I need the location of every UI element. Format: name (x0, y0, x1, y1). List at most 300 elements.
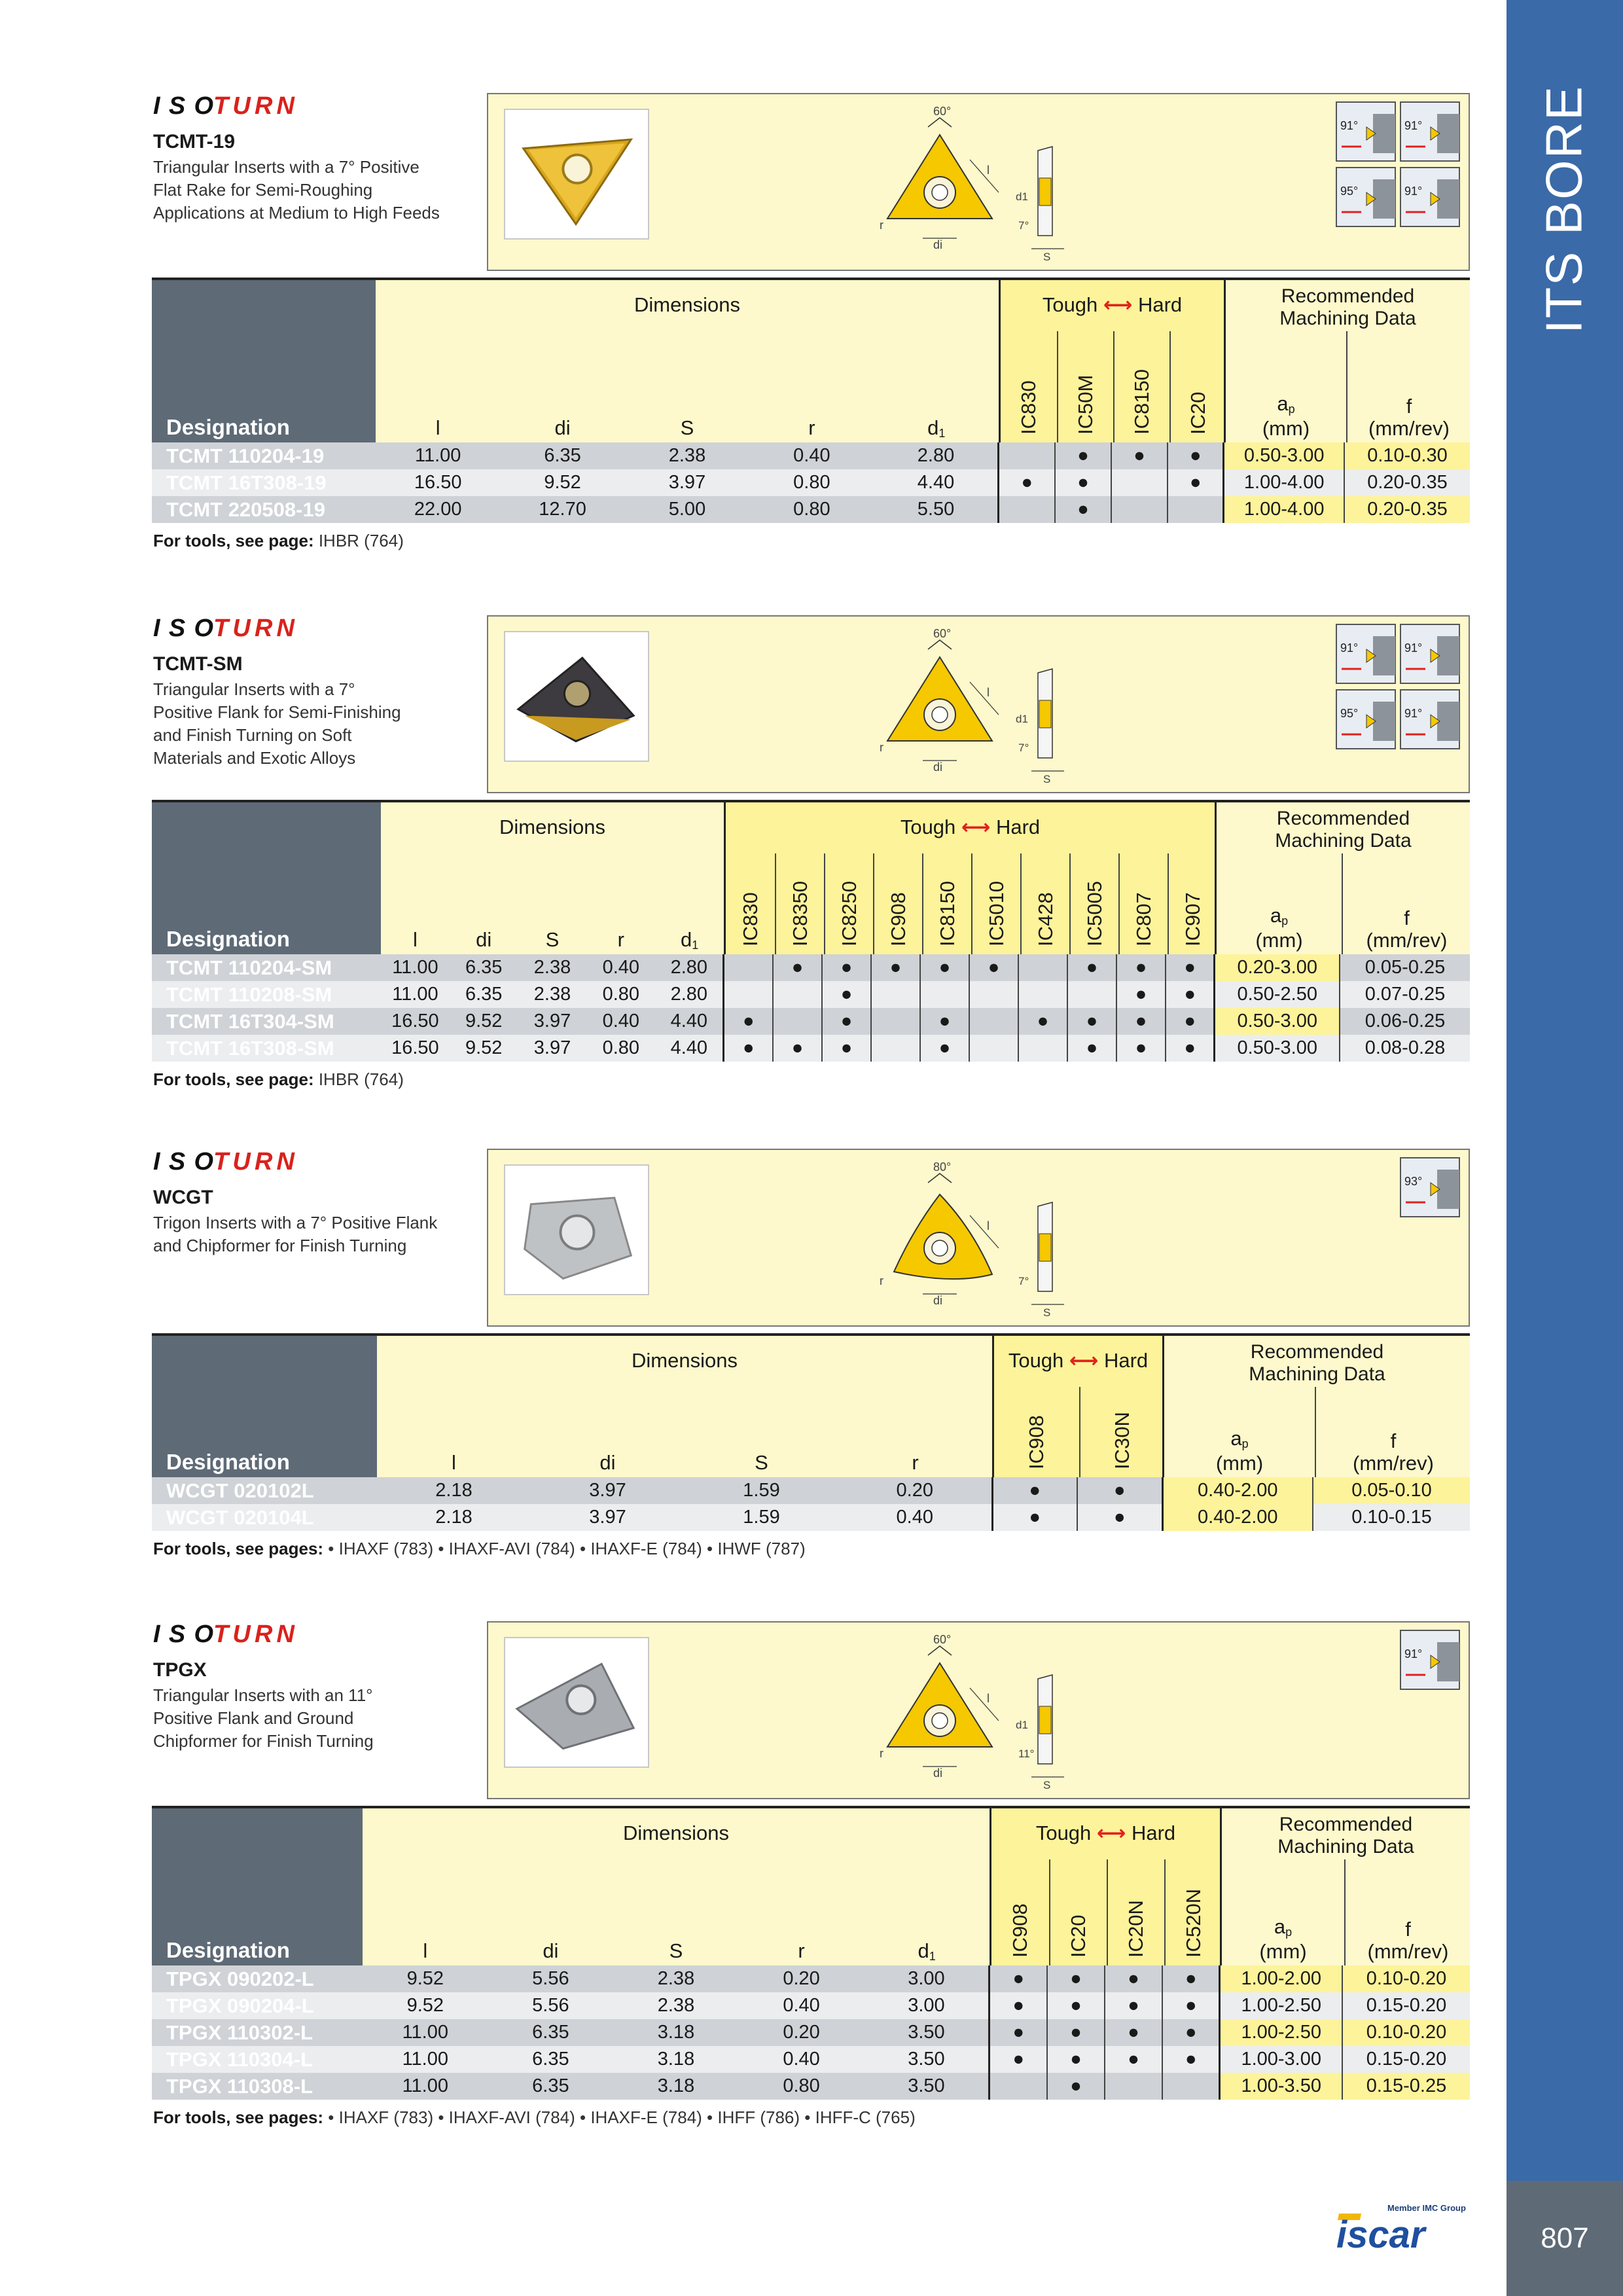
dimension-cell: 1.59 (685, 1477, 838, 1504)
f-cell: 0.05-0.10 (1313, 1477, 1470, 1504)
grade-availability-cell: ● (1105, 2019, 1162, 2046)
dimensions-header (376, 280, 999, 442)
grade-name: IC8150 (935, 881, 959, 946)
hard-label: Hard (1131, 1821, 1176, 1844)
tools-reference-label: For tools, see pages: (153, 1539, 324, 1558)
grade-availability-cell: ● (1105, 1992, 1162, 2019)
dimension-cell: 0.80 (749, 469, 874, 496)
dimension-cell: 0.20 (739, 2019, 865, 2046)
dimension-cell: 6.35 (450, 954, 518, 981)
svg-text:60°: 60° (933, 627, 952, 640)
designation-label: Designation (166, 1450, 290, 1474)
tough-hard-arrow: ⟷ (1097, 293, 1138, 316)
dimension-cell: 11.00 (363, 2019, 488, 2046)
dimension-cell: 16.50 (376, 469, 500, 496)
dimension-column-label: S (669, 1939, 683, 1962)
drawing-panel (487, 1149, 1470, 1327)
grade-name: IC907 (1181, 892, 1204, 946)
spec-table (152, 442, 1470, 523)
svg-text:TURN: TURN (213, 1149, 294, 1175)
svg-text:91°: 91° (1340, 119, 1359, 132)
grade-column-label (994, 1387, 1079, 1477)
grade-availability-cell: ● (1055, 496, 1111, 523)
dimension-cell: 3.50 (864, 2046, 990, 2073)
insert-photo (504, 1164, 649, 1295)
svg-text:91°: 91° (1404, 707, 1423, 720)
product-description (153, 1684, 480, 1753)
dimensions-label: Dimensions (499, 816, 605, 838)
grade-column-label (1168, 853, 1217, 954)
grade-availability-cell: ● (1166, 1035, 1215, 1062)
iscar-logo (1335, 2200, 1472, 2253)
grade-column-label (1169, 331, 1226, 442)
application-icons (1335, 623, 1462, 754)
tools-reference (153, 1069, 404, 1090)
dimension-cell: 0.80 (739, 2073, 865, 2100)
drawing-panel (487, 1621, 1470, 1799)
dimension-column-label: $d_1$ (680, 928, 699, 952)
table-row (152, 2073, 1470, 2100)
grade-column-label (1107, 1859, 1164, 1965)
designation-header (152, 1808, 363, 1965)
grade-availability-cell: ● (920, 1035, 969, 1062)
svg-text:di: di (933, 238, 943, 251)
tools-reference (153, 531, 404, 551)
f-cell: 0.10-0.20 (1342, 1965, 1470, 1992)
dimension-cell: 6.35 (450, 981, 518, 1008)
grade-column-label (775, 853, 824, 954)
isoturn-logo (153, 1621, 297, 1647)
dimension-cell: 9.52 (363, 1965, 488, 1992)
dimension-cell: 0.40 (838, 1504, 992, 1531)
description-line: Materials and Exotic Alloys (153, 748, 356, 768)
dimension-cell: 22.00 (376, 496, 500, 523)
grade-availability-cell: ● (773, 1035, 822, 1062)
insert-photo (504, 631, 649, 762)
designation-cell: TCMT 16T308-19 (152, 469, 376, 496)
grade-column-label (991, 1859, 1049, 1965)
designation-cell: TPGX 110302-L (152, 2019, 363, 2046)
grade-availability-cell (999, 442, 1055, 469)
section-title: ITS BORE (1535, 84, 1593, 334)
grade-name: IC908 (886, 892, 910, 946)
svg-text:l: l (987, 1219, 990, 1232)
dimensions-label: Dimensions (634, 293, 740, 316)
svg-text:di: di (933, 761, 943, 774)
insert-drawing (868, 1157, 1116, 1321)
grade-availability-cell: ● (1166, 954, 1215, 981)
grade-column-label (726, 853, 775, 954)
dimensions-header (377, 1336, 992, 1477)
grade-availability-cell: ● (1166, 1008, 1215, 1035)
product-name: TCMT-SM (153, 653, 243, 675)
grade-availability-cell: ● (1047, 2019, 1105, 2046)
designation-cell: TCMT 110204-SM (152, 954, 381, 981)
grade-column-label (1118, 853, 1168, 954)
svg-text:di: di (933, 1767, 943, 1780)
grade-availability-cell: ● (1105, 2046, 1162, 2073)
insert-drawing (868, 623, 1116, 788)
ap-cell: 0.50-3.00 (1215, 1035, 1340, 1062)
svg-text:91°: 91° (1404, 1647, 1423, 1660)
description-line: Positive Flank for Semi-Finishing (153, 702, 401, 722)
grade-name: IC50M (1074, 374, 1097, 435)
grade-availability-cell (1111, 469, 1168, 496)
product-section (152, 615, 1470, 1113)
ap-cell: 1.00-2.00 (1220, 1965, 1342, 1992)
grade-availability-cell (773, 1008, 822, 1035)
grade-name: IC30N (1111, 1412, 1133, 1469)
recommended-line: Recommended (1279, 1814, 1413, 1835)
grade-name: IC830 (1017, 380, 1040, 435)
tools-reference-pages: • IHAXF (783) • IHAXF-AVI (784) • IHAXF-E (784) • IHWF (787) (323, 1539, 806, 1558)
f-cell: 0.15-0.20 (1342, 2046, 1470, 2073)
dimension-cell: 3.18 (613, 2073, 739, 2100)
f-cell: 0.08-0.28 (1340, 1035, 1470, 1062)
dimension-cell: 0.80 (586, 1035, 655, 1062)
grade-name: IC830 (738, 892, 762, 946)
dimension-cell: 3.50 (864, 2019, 990, 2046)
designation-cell: TPGX 110304-L (152, 2046, 363, 2073)
application-icons (1335, 101, 1462, 232)
dimension-cell: 11.00 (381, 954, 450, 981)
product-description (153, 678, 480, 770)
grade-availability-cell: ● (1018, 1008, 1067, 1035)
grade-availability-cell: ● (999, 469, 1055, 496)
table-row (152, 1992, 1470, 2019)
dimension-cell: 2.80 (655, 954, 724, 981)
grade-availability-cell: ● (1162, 2046, 1220, 2073)
table-row (152, 2046, 1470, 2073)
dimension-cell: 3.97 (531, 1477, 685, 1504)
grade-availability-cell: ● (1067, 954, 1116, 981)
dimension-cell: 0.40 (749, 442, 874, 469)
grade-availability-cell: ● (969, 954, 1018, 981)
svg-text:95°: 95° (1340, 185, 1359, 198)
dimension-cell: 0.80 (586, 981, 655, 1008)
tools-reference-pages: IHBR (764) (313, 1069, 404, 1089)
grade-name: IC908 (1025, 1415, 1048, 1469)
svg-text:7°: 7° (1018, 1275, 1029, 1287)
grade-availability-cell: ● (724, 1035, 773, 1062)
grades-header (992, 1336, 1162, 1477)
grade-availability-cell: ● (822, 1035, 871, 1062)
dimension-column-label: r (808, 416, 815, 439)
table-header (152, 1808, 1470, 1965)
grade-column-label (873, 853, 922, 954)
grade-name: IC8250 (837, 881, 861, 946)
dimension-cell: 3.18 (613, 2046, 739, 2073)
dimension-cell: 6.35 (488, 2073, 614, 2100)
designation-header (152, 280, 376, 442)
svg-text:ISO: ISO (153, 1621, 213, 1647)
svg-text:ISO: ISO (153, 615, 213, 641)
grade-column-label (1113, 331, 1169, 442)
svg-text:91°: 91° (1404, 119, 1423, 132)
machining-data-line: Machining Data (1249, 1363, 1385, 1385)
dimension-cell: 5.50 (874, 496, 999, 523)
grade-availability-cell: ● (1111, 442, 1168, 469)
insert-photo (504, 1637, 649, 1768)
grade-availability-cell: ● (1162, 2019, 1220, 2046)
designation-cell: TPGX 090202-L (152, 1965, 363, 1992)
svg-text:S: S (1043, 1306, 1051, 1319)
ap-cell: 1.00-3.00 (1220, 2046, 1342, 2073)
grade-availability-cell (1067, 981, 1116, 1008)
product-name: TCMT-19 (153, 131, 236, 152)
ap-cell: 1.00-2.50 (1220, 2019, 1342, 2046)
svg-text:r: r (880, 1274, 883, 1287)
grade-availability-cell (1105, 2073, 1162, 2100)
dimension-cell: 5.00 (625, 496, 749, 523)
grade-availability-cell: ● (1166, 981, 1215, 1008)
description-line: Trigon Inserts with a 7° Positive Flank (153, 1213, 438, 1232)
grade-availability-cell: ● (990, 2019, 1047, 2046)
grade-availability-cell (871, 981, 920, 1008)
svg-text:91°: 91° (1404, 641, 1423, 655)
dimension-cell: 12.70 (500, 496, 624, 523)
svg-text:di: di (933, 1294, 943, 1307)
grade-availability-cell: ● (1077, 1504, 1162, 1531)
description-line: Flat Rake for Semi-Roughing (153, 180, 373, 200)
description-line: and Finish Turning on Soft (153, 725, 352, 745)
dimension-cell: 6.35 (500, 442, 624, 469)
insert-drawing (868, 101, 1116, 266)
dimension-cell: 2.80 (655, 981, 724, 1008)
grade-name: IC5010 (984, 881, 1008, 946)
svg-text:ISO: ISO (153, 1149, 213, 1175)
designation-header (152, 1336, 377, 1477)
grade-availability-cell: ● (1162, 1965, 1220, 1992)
table-row (152, 496, 1470, 523)
recommended-label (1164, 1341, 1470, 1386)
table-row (152, 1477, 1470, 1504)
grade-availability-cell: ● (1168, 469, 1224, 496)
svg-text:11°: 11° (1018, 1748, 1035, 1760)
tough-hard-label (1001, 293, 1224, 317)
designation-cell: TPGX 110308-L (152, 2073, 363, 2100)
grade-availability-cell: ● (1067, 1035, 1116, 1062)
dimension-cell: 4.40 (874, 469, 999, 496)
tools-reference-pages: • IHAXF (783) • IHAXF-AVI (784) • IHAXF-E (784) • IHFF (786) • IHFF-C (765) (323, 2108, 916, 2127)
dimension-cell: 3.97 (625, 469, 749, 496)
grade-column-label (1079, 1387, 1164, 1477)
dimension-cell: 3.50 (864, 2073, 990, 2100)
product-section (152, 1621, 1470, 2127)
dimension-cell: 0.40 (586, 954, 655, 981)
spec-table (152, 1965, 1470, 2100)
f-column-label: f (mm/rev) (1353, 1429, 1434, 1475)
designation-cell: TCMT 16T304-SM (152, 1008, 381, 1035)
dimension-column-label: l (452, 1451, 456, 1474)
svg-text:7°: 7° (1018, 742, 1029, 754)
grade-availability-cell (969, 1008, 1018, 1035)
svg-text:ISO: ISO (153, 93, 213, 119)
grade-availability-cell (969, 981, 1018, 1008)
grade-name: IC807 (1132, 892, 1155, 946)
grade-availability-cell: ● (1168, 442, 1224, 469)
recommended-label (1217, 808, 1470, 852)
product-name: WCGT (153, 1187, 213, 1208)
hard-label: Hard (1137, 293, 1183, 316)
table-row (152, 1008, 1470, 1035)
ap-cell: 0.40-2.00 (1162, 1477, 1313, 1504)
ap-cell: 0.40-2.00 (1162, 1504, 1313, 1531)
product-description (153, 156, 480, 224)
svg-text:d1: d1 (1016, 1719, 1028, 1731)
grade-availability-cell (1018, 954, 1067, 981)
grade-availability-cell: ● (920, 1008, 969, 1035)
tools-reference-label: For tools, see page: (153, 1069, 314, 1089)
description-line: Chipformer for Finish Turning (153, 1731, 374, 1751)
dimension-cell: 9.52 (500, 469, 624, 496)
grade-availability-cell (999, 496, 1055, 523)
grades-header (999, 280, 1224, 442)
isoturn-logo (153, 615, 297, 641)
designation-cell: TPGX 090204-L (152, 1992, 363, 2019)
table-row (152, 469, 1470, 496)
f-column-label: f (mm/rev) (1367, 1918, 1449, 1963)
f-cell: 0.10-0.30 (1344, 442, 1470, 469)
dimension-column-label: $d_1$ (918, 1939, 936, 1963)
dimension-cell: 3.00 (864, 1992, 990, 2019)
ap-column-label: $a_p$ (mm) (1215, 1427, 1264, 1475)
grade-availability-cell: ● (990, 1965, 1047, 1992)
svg-text:l: l (987, 1692, 990, 1705)
grade-availability-cell (773, 981, 822, 1008)
dimension-column-label: l (412, 928, 418, 951)
recommended-line: Recommended (1276, 808, 1410, 829)
dimension-column-label: S (680, 416, 694, 439)
isoturn-logo (153, 1149, 297, 1175)
designation-cell: WCGT 020104L (152, 1504, 377, 1531)
product-description (153, 1211, 480, 1257)
dimension-cell: 0.40 (586, 1008, 655, 1035)
grade-availability-cell (1018, 1035, 1067, 1062)
grade-column-label (971, 853, 1020, 954)
grade-availability-cell (1018, 981, 1067, 1008)
spec-table (152, 1477, 1470, 1531)
dimension-cell: 2.38 (518, 954, 587, 981)
dimension-cell: 3.00 (864, 1965, 990, 1992)
dimensions-label: Dimensions (623, 1821, 729, 1844)
product-name: TPGX (153, 1659, 207, 1681)
dimension-column-label: $d_1$ (927, 416, 946, 440)
dimension-cell: 6.35 (488, 2019, 614, 2046)
grade-availability-cell (724, 954, 773, 981)
designation-cell: TCMT 110208-SM (152, 981, 381, 1008)
svg-text:Member IMC Group: Member IMC Group (1387, 2203, 1466, 2213)
application-icons (1335, 1629, 1462, 1760)
dimension-column-label: l (423, 1939, 428, 1962)
grade-availability-cell (990, 2073, 1047, 2100)
dimension-cell: 1.59 (685, 1504, 838, 1531)
recommended-label (1226, 285, 1470, 330)
tough-label: Tough (1042, 293, 1098, 316)
dimension-cell: 11.00 (363, 2046, 488, 2073)
grade-availability-cell: ● (992, 1477, 1077, 1504)
tools-reference (153, 1539, 806, 1559)
machining-data-header (1224, 280, 1470, 442)
svg-text:60°: 60° (933, 105, 952, 118)
page-number: 807 (1507, 2181, 1623, 2296)
dimension-column-label: di (476, 928, 492, 951)
dimension-cell: 11.00 (376, 442, 500, 469)
svg-text:r: r (880, 741, 883, 754)
grade-availability-cell: ● (822, 1008, 871, 1035)
tough-label: Tough (900, 816, 956, 838)
dimension-cell: 4.40 (655, 1008, 724, 1035)
dimension-column-label: r (912, 1451, 919, 1474)
svg-text:91°: 91° (1340, 641, 1359, 655)
grade-availability-cell: ● (992, 1504, 1077, 1531)
grade-availability-cell: ● (1047, 2046, 1105, 2073)
dimension-cell: 0.40 (739, 1992, 865, 2019)
designation-cell: TCMT 220508-19 (152, 496, 376, 523)
grade-availability-cell: ● (822, 981, 871, 1008)
dimension-cell: 5.56 (488, 1965, 614, 1992)
grade-availability-cell: ● (990, 1992, 1047, 2019)
table-row (152, 981, 1470, 1008)
dimension-cell: 2.38 (613, 1965, 739, 1992)
grade-column-label (1020, 853, 1069, 954)
designation-label: Designation (166, 1938, 290, 1962)
table-row (152, 1965, 1470, 1992)
grade-availability-cell (1162, 2073, 1220, 2100)
grade-availability-cell: ● (1116, 954, 1166, 981)
svg-text:TURN: TURN (213, 615, 294, 641)
drawing-panel (487, 615, 1470, 793)
drawing-panel (487, 93, 1470, 271)
svg-text:7°: 7° (1018, 219, 1029, 232)
f-cell: 0.15-0.25 (1342, 2073, 1470, 2100)
table-header (152, 1336, 1470, 1477)
description-line: and Chipformer for Finish Turning (153, 1236, 407, 1255)
table-row (152, 442, 1470, 469)
designation-cell: WCGT 020102L (152, 1477, 377, 1504)
tools-reference (153, 2108, 916, 2128)
ap-cell: 1.00-2.50 (1220, 1992, 1342, 2019)
tough-hard-arrow: ⟷ (1091, 1821, 1132, 1844)
dimension-column-label: di (543, 1939, 559, 1962)
f-cell: 0.10-0.15 (1313, 1504, 1470, 1531)
application-icons (1335, 1157, 1462, 1287)
ap-cell: 0.50-3.00 (1215, 1008, 1340, 1035)
grade-availability-cell (1168, 496, 1224, 523)
dimension-cell: 2.38 (613, 1992, 739, 2019)
dimension-cell: 9.52 (450, 1035, 518, 1062)
grade-availability-cell (969, 1035, 1018, 1062)
svg-text:r: r (880, 219, 883, 232)
f-column-label: f (mm/rev) (1368, 395, 1450, 440)
tough-label: Tough (1008, 1349, 1064, 1372)
grade-column-label (1057, 331, 1113, 442)
grade-availability-cell (871, 1008, 920, 1035)
grade-column-label (922, 853, 971, 954)
grade-column-label (824, 853, 873, 954)
grade-availability-cell: ● (1055, 442, 1111, 469)
description-line: Positive Flank and Ground (153, 1708, 354, 1728)
grade-availability-cell: ● (1162, 1992, 1220, 2019)
grade-name: IC520N (1182, 1888, 1205, 1958)
tools-reference-label: For tools, see page: (153, 531, 314, 550)
ap-column-label: $a_p$ (mm) (1262, 392, 1310, 440)
grade-availability-cell: ● (920, 954, 969, 981)
dimension-cell: 9.52 (450, 1008, 518, 1035)
ap-cell: 0.50-2.50 (1215, 981, 1340, 1008)
recommended-label (1222, 1814, 1470, 1858)
dimension-cell: 6.35 (488, 2046, 614, 2073)
